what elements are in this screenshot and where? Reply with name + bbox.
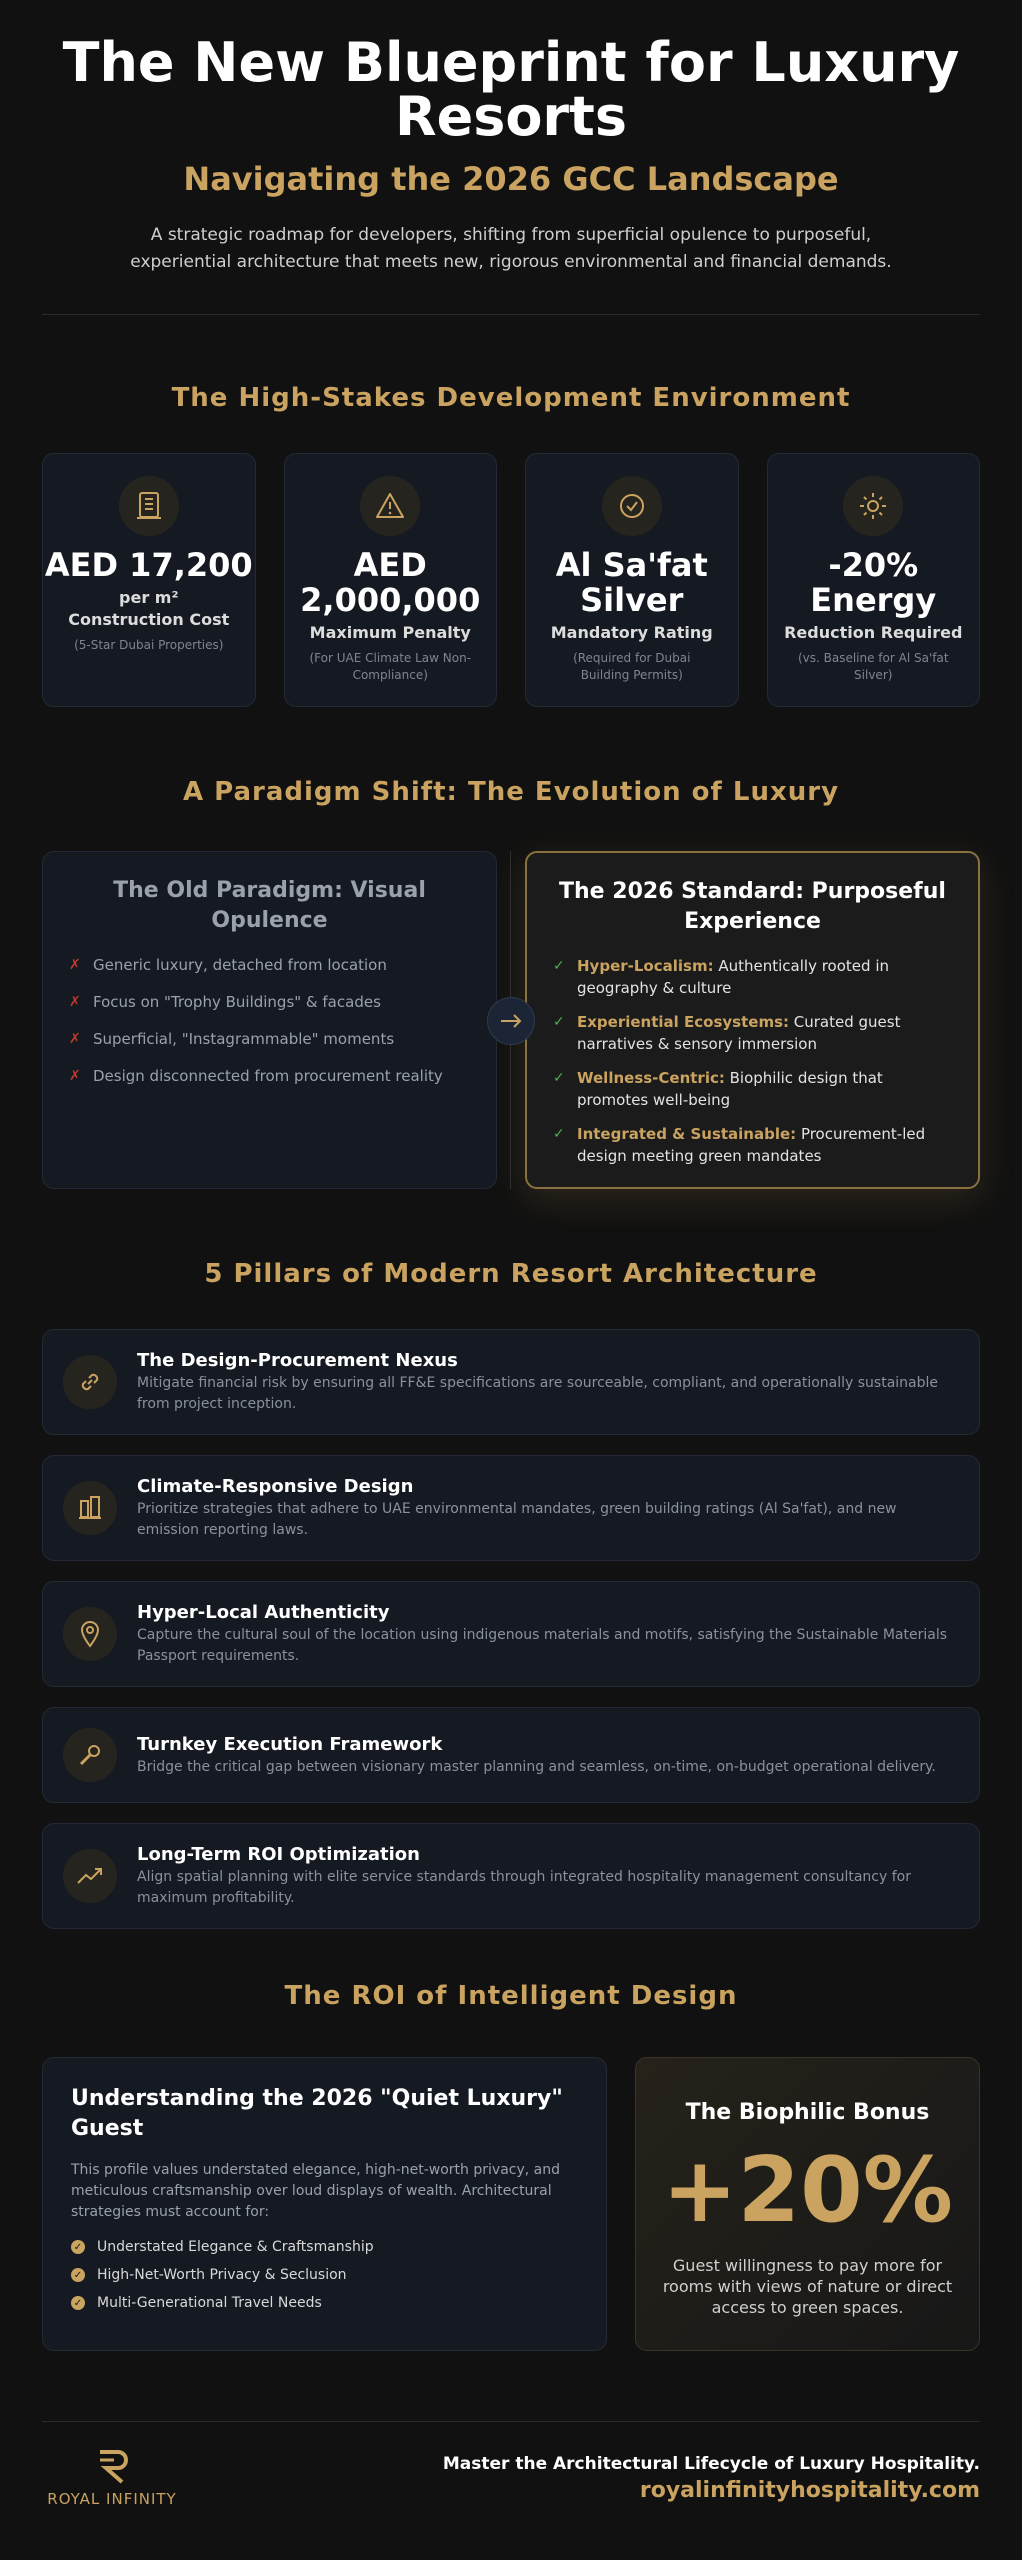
- biophilic-title: The Biophilic Bonus: [685, 2100, 930, 2125]
- check-circle-icon: [602, 476, 662, 536]
- pillar-card: [42, 1329, 980, 1435]
- pillar-title: Long-Term ROI Optimization: [137, 1844, 420, 1865]
- footer-divider: [42, 2421, 980, 2422]
- list-item: ✗ Design disconnected from procurement reality: [69, 1067, 443, 1085]
- check-icon: ✓: [553, 1014, 565, 1030]
- logo-text: ROYAL INFINITY: [47, 2490, 177, 2508]
- pillars-list: [0, 1329, 1022, 1929]
- new-paradigm-title: The 2026 Standard: Purposeful Experience: [559, 879, 946, 934]
- new-paradigm-list: [553, 955, 952, 1167]
- guest-title: Understanding the 2026 "Quiet Luxury" Guest: [71, 2086, 563, 2141]
- paradigm-comparison: [0, 851, 1022, 1189]
- stat-label: per m²: [119, 588, 179, 607]
- intro-text: A strategic roadmap for developers, shifting from superficial opulence to purposeful, experiential architecture that meets new, rigorous environmental and financial demands.: [130, 225, 892, 272]
- pillar-desc: Align spatial planning with elite service standards through integrated hospitality management consultancy for maximum profitability.: [137, 1869, 911, 1906]
- footer-url-link[interactable]: royalinfinityhospitality.com: [639, 2477, 980, 2503]
- stat-label: Reduction Required: [784, 623, 963, 642]
- building-icon: [119, 476, 179, 536]
- pillar-card: [42, 1581, 980, 1687]
- old-paradigm-card: [42, 851, 497, 1189]
- check-icon: ✓: [71, 2296, 85, 2310]
- check-icon: ✓: [553, 1070, 565, 1086]
- check-icon: ✓: [71, 2240, 85, 2254]
- list-item: ✓ Hyper-Localism: Authentically rooted in geography & culture: [553, 957, 889, 997]
- old-paradigm-title: The Old Paradigm: Visual Opulence: [113, 878, 426, 933]
- stat-value: AED 2,000,000: [300, 546, 481, 619]
- page-subtitle: Navigating the 2026 GCC Landscape: [183, 160, 839, 198]
- stat-note: (5-Star Dubai Properties): [74, 638, 224, 652]
- trend-up-icon: [63, 1849, 117, 1903]
- check-icon: ✓: [553, 958, 565, 974]
- location-pin-icon: [63, 1607, 117, 1661]
- footer-right: [443, 2454, 980, 2503]
- pillar-title: Hyper-Local Authenticity: [137, 1602, 390, 1623]
- environment-title: The High-Stakes Development Environment: [171, 383, 851, 413]
- guest-desc: This profile values understated elegance, high-net-worth privacy, and meticulous craftsmanship over loud displays of wealth. Architectural strategies must account for:: [71, 2162, 560, 2220]
- check-icon: ✓: [71, 2268, 85, 2282]
- stat-card-rating: [525, 453, 739, 707]
- stat-value: AED 17,200: [44, 546, 253, 584]
- arrow-right-icon: [487, 997, 535, 1045]
- x-icon: ✗: [69, 994, 81, 1010]
- link-icon: [63, 1355, 117, 1409]
- pillar-card: [42, 1707, 980, 1803]
- pillar-desc: Prioritize strategies that adhere to UAE environmental mandates, green building ratings (Al Sa'fat), and new emission reporting laws.: [137, 1501, 897, 1538]
- wrench-icon: [63, 1728, 117, 1782]
- pillar-card: [42, 1455, 980, 1561]
- old-paradigm-list: [69, 954, 470, 1087]
- roi-title: The ROI of Intelligent Design: [284, 1981, 738, 2011]
- pillar-desc: Bridge the critical gap between visionary master planning and seamless, on-time, on-budget operational delivery.: [137, 1758, 936, 1775]
- x-icon: ✗: [69, 957, 81, 973]
- sun-icon: [843, 476, 903, 536]
- biophilic-card: [635, 2057, 980, 2351]
- list-item: ✗ Focus on "Trophy Buildings" & facades: [69, 993, 381, 1011]
- stats-row: [0, 453, 1022, 707]
- guest-profile-card: [42, 2057, 607, 2351]
- list-item: ✗ Superficial, "Instagrammable" moments: [69, 1030, 395, 1048]
- footer: [0, 2448, 1022, 2508]
- header: [0, 0, 1022, 276]
- stat-label: Maximum Penalty: [309, 623, 471, 642]
- list-item: ✓ Integrated & Sustainable: Procurement-led design meeting green mandates: [553, 1125, 926, 1165]
- footer-tagline: Master the Architectural Lifecycle of Luxury Hospitality.: [442, 2453, 980, 2474]
- stat-sublabel: Construction Cost: [68, 610, 230, 629]
- stat-card-penalty: [284, 453, 498, 707]
- list-item: ✓ High-Net-Worth Privacy & Seclusion: [71, 2267, 578, 2283]
- roi-section: [0, 2057, 1022, 2351]
- stat-value: -20% Energy: [810, 546, 937, 619]
- pillar-desc: Capture the cultural soul of the location using indigenous materials and motifs, satisfying the Sustainable Materials Passport requirements.: [137, 1627, 948, 1664]
- stat-label: Mandatory Rating: [550, 623, 713, 642]
- pillar-card: [42, 1823, 980, 1929]
- divider: [42, 314, 980, 315]
- x-icon: ✗: [69, 1031, 81, 1047]
- stat-note: (vs. Baseline for Al Sa'fat Silver): [797, 651, 949, 682]
- list-item: ✓ Wellness-Centric: Biophilic design that promotes well-being: [553, 1069, 883, 1109]
- x-icon: ✗: [69, 1068, 81, 1084]
- stat-card-cost: [42, 453, 256, 707]
- new-paradigm-card: [525, 851, 980, 1189]
- stat-card-energy: [767, 453, 981, 707]
- page-title: The New Blueprint for Luxury Resorts: [62, 31, 960, 148]
- list-item: ✗ Generic luxury, detached from location: [69, 956, 387, 974]
- city-icon: [63, 1481, 117, 1535]
- list-item: ✓ Understated Elegance & Craftsmanship: [71, 2239, 578, 2255]
- check-icon: ✓: [553, 1126, 565, 1142]
- biophilic-desc: Guest willingness to pay more for rooms with views of nature or direct access to green spaces.: [662, 2256, 953, 2317]
- logo-mark-icon: [92, 2448, 132, 2484]
- pillars-title: 5 Pillars of Modern Resort Architecture: [204, 1259, 818, 1289]
- stat-value: Al Sa'fat Silver: [555, 546, 708, 619]
- pillar-desc: Mitigate financial risk by ensuring all FF&E specifications are sourceable, compliant, and operationally sustainable from project inception.: [137, 1375, 939, 1412]
- pillar-title: Climate-Responsive Design: [137, 1476, 414, 1497]
- paradigm-title: A Paradigm Shift: The Evolution of Luxury: [182, 777, 840, 807]
- warning-icon: [360, 476, 420, 536]
- stat-note: (For UAE Climate Law Non-Compliance): [309, 651, 472, 682]
- list-item: ✓ Experiential Ecosystems: Curated guest narratives & sensory immersion: [553, 1013, 901, 1053]
- pillar-title: The Design-Procurement Nexus: [137, 1350, 458, 1371]
- pillar-title: Turnkey Execution Framework: [137, 1733, 443, 1755]
- biophilic-value: +20%: [662, 2138, 953, 2243]
- guest-list: [71, 2239, 578, 2311]
- logo: [42, 2448, 182, 2508]
- list-item: ✓ Multi-Generational Travel Needs: [71, 2295, 578, 2311]
- stat-note: (Required for Dubai Building Permits): [573, 651, 691, 682]
